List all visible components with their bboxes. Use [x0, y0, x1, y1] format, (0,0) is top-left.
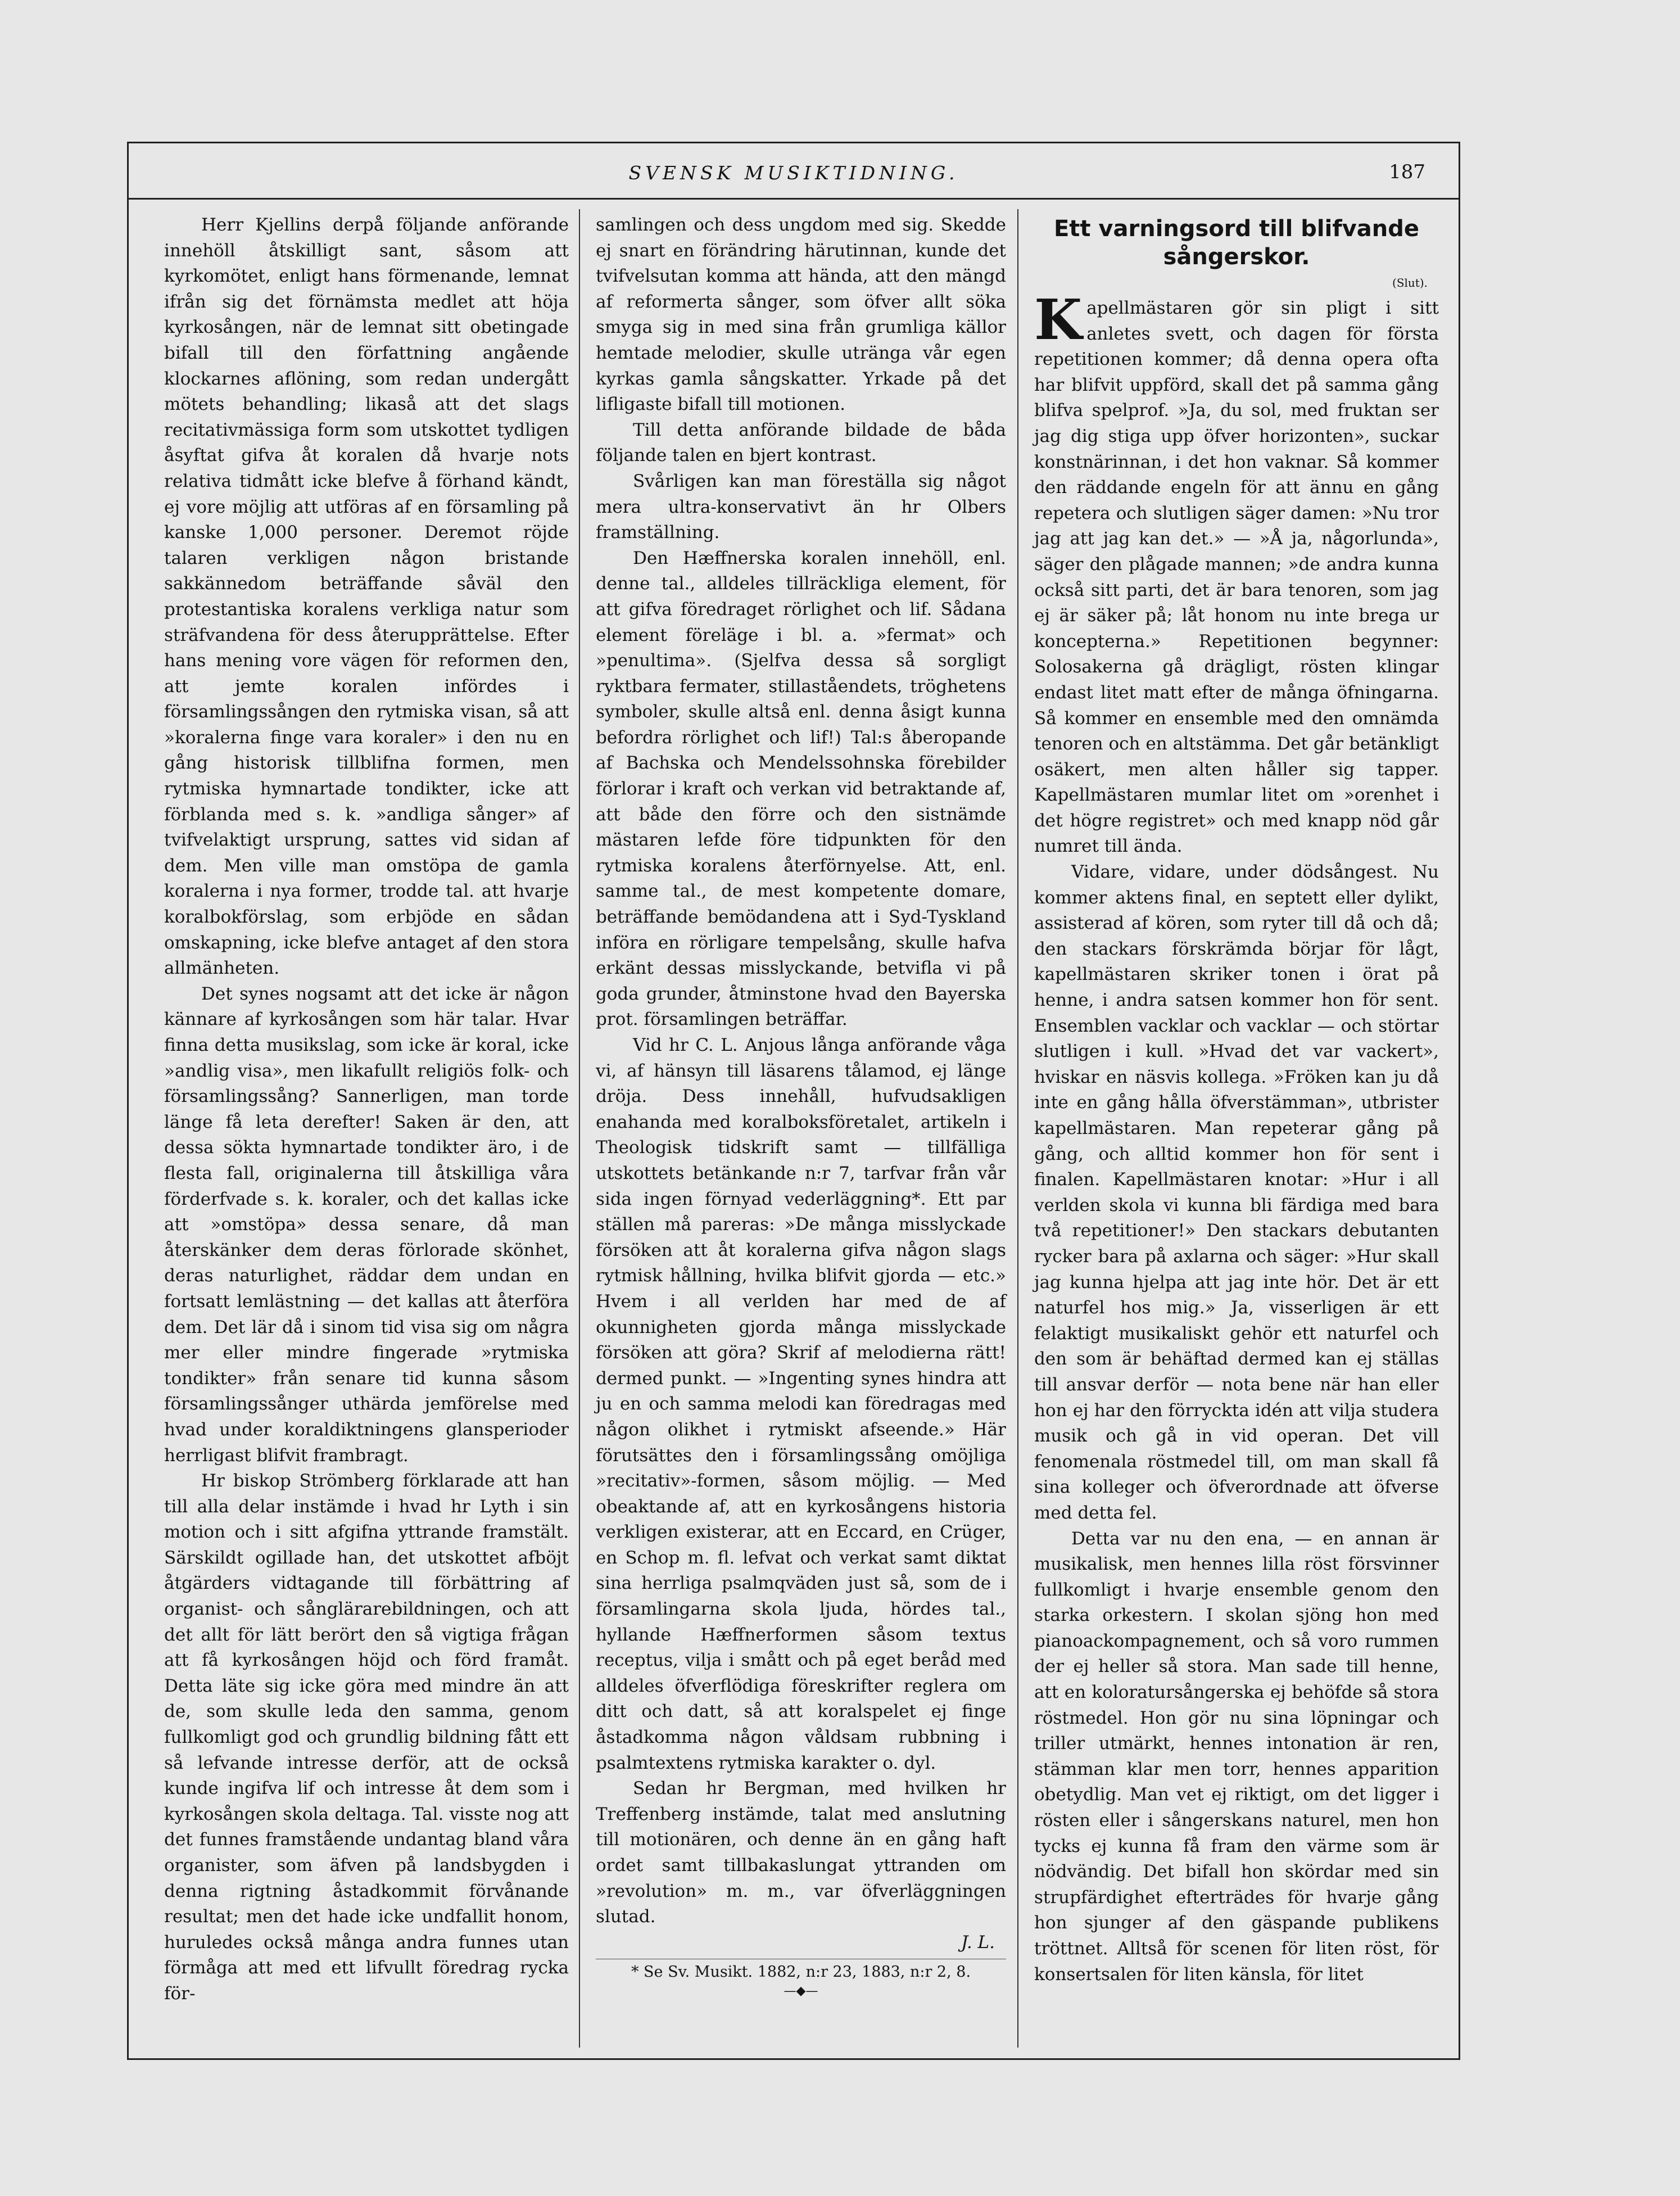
continuation-note: (Slut). — [1392, 276, 1428, 290]
paragraph: Den Hæffnerska koralen innehöll, enl. denne tal., alldeles tillräckliga element, för att gifva föredraget rörlighet och lif. Sådana element föreläge i bl. a. »fermat» och »penultima». (Sjelfva dessa så sorgligt ryktbara fermater, stillaståendets, tröghetens symboler, skulle altså enl. denna åsigt kunna befordra rörlighet och lif!) Tal:s åberopande af Bachska och Mendelssohnska förebilder förlorar i kraft och verkan vid betraktande af, att både den förre och den sistnämde mästaren lefde före tidpunkten för den rytmiska koralens återförnyelse. Att, enl. samme tal., de mest kompetente domare, beträffande bemödandena att i Syd-Tyskland införa en rörligare tempelsång, skulle hafva erkänt dessas misslyckande, betvifla vi på goda grunder, åtminstone hvad den Bayerska prot. församlingen beträffar. — [596, 548, 1006, 1030]
drop-cap: K — [1034, 288, 1083, 353]
header-rule — [127, 198, 1460, 200]
column-left — [164, 213, 569, 2045]
paragraph-with-dropcap — [1034, 288, 1439, 860]
paragraph-text: apellmästaren gör sin pligt i sitt anletes svett, och dagen för första repetitionen kommer; då denna opera ofta har blifvit uppförd, skall det på samma gång blifva spelprof. »Ja, du sol, med fruktan ser jag dig stiga upp öfver horizonten», suckar konstnärinnan, i det hon vaknar. Så kommer den räddande engeln för att ännu en gång repetera och slutligen säger damen: »Nu tror jag att jag kan det.» — »Å ja, någorlunda», säger den plågade mannen; »de andra kunna också sitt parti, det är bara tenoren, som jag ej är säker på; låt honom nu inte brega ur koncepterna.» Repetitionen begynner: Solosakerna gå drägligt, rösten klingar endast litet matt efter de många öfningarna. Så kommer en ensemble med den omnämda tenoren och en altstämma. Det går betänkligt osäkert, men alten håller sig tapper. Kapellmästaren mumlar litet om »orenhet i det högre registret» och med knapp nöd går numret till ända. — [1034, 298, 1439, 857]
paragraph: samlingen och dess ungdom med sig. Skedde ej snart en förändring härutinnan, kunde det tvifvelsutan komma att hända, att den mängd af reformerta sånger, som öfver allt söka smyga sig in med sina från grumliga källor hemtade melodier, skulle utränga vår egen kyrkas gamla sångskatter. Yrkade på det lifligaste bifall till motionen. — [596, 215, 1006, 415]
column-right — [1034, 213, 1439, 2045]
signature: J. L. — [961, 1932, 995, 1953]
paragraph: Hr biskop Strömberg förklarade att han till alla delar instämde i hvad hr Lyth i sin motion och i sitt afgifna yttrande framstält. Särskildt ogillade han, det utskottet afböjt åtgärders vidtagande till förbättring af organist- och sånglärarebildningen, och att det allt för lätt berört den så vigtiga frågan att få kyrkosången höjd och förd framåt. Detta läte sig icke göra med mindre än att de, som skulle leda den samma, genom fullkomligt god och grundlig bildning fått ett så lefvande intresse derför, att de också kunde ingifva lif och intresse åt dem som i kyrkosången skola deltaga. Tal. visste nog att det funnes framstående undantag bland våra organister, som äfven på landsbygden i denna rigtning åstadkommit förvånande resultat; men det hade icke undfallit honom, huruledes också många andra funnes utan förmåga att med ett lifvullt föredrag rycka för- — [164, 1471, 569, 2004]
column-rule — [1017, 209, 1018, 2048]
paragraph: Detta var nu den ena, — en annan är musikalisk, men hennes lilla röst försvinner fullkomligt i hvarje ensemble genom den starka orkestern. I skolan sjöng hon med pianoackompagnement, och så voro rummen der ej heller så stora. Man sade till henne, att en koloratursångerska ej behöfde så stora röstmedel. Hon gör nu sina löpningar och triller utmärkt, hennes intonation är ren, stämman klar men torr, hennes apparition obetydlig. Man vet ej riktigt, om det ligger i rösten eller i sångerskans naturel, men hon tycks ej kunna få fram den värme som är nödvändig. Det bifall hon skördar med sin strupfärdighet efterträdes för hvarje gång hon sjunger af den gäspande publikens tröttnet. Alltså för scenen för liten röst, för konsertsalen för liten känsla, för litet — [1034, 1528, 1439, 1985]
paragraph: Det synes nogsamt att det icke är någon kännare af kyrkosången som här talar. Hvar finna detta musikslag, som icke är koral, icke »andlig visa», men likafullt religiös folk- och församlingssång? Sannerligen, man torde länge få leta derefter! Saken är den, att dessa sökta hymnartade tondikter äro, i de flesta fall, originalerna till åtskilliga våra förderfvade s. k. koraler, och det kallas icke att »omstöpa» dessa senare, då man återskänker dem deras förlorade skönhet, deras naturlighet, räddar dem undan en fortsatt lemlästning — det kallas att återföra dem. Det lär då i sinom tid visa sig om några mer eller mindre fingerade »rytmiska tondikter» från senare tid kunna såsom församlingssånger uthärda jemförelse med hvad under koraldiktningens glansperioder herrligast blifvit frambragt. — [164, 983, 569, 1466]
paragraph: Sedan hr Bergman, med hvilken hr Treffenberg instämde, talat med anslutning till motionären, och denne än en gång haft ordet samt tillbakaslungat yttranden om »revolution» m. m., var öfverläggningen slutad. — [596, 1778, 1006, 1927]
paragraph: Till detta anförande bildade de båda följande talen en bjert kontrast. — [596, 419, 1006, 466]
end-ornament: —◆— — [784, 1984, 818, 1999]
paragraph: Svårligen kan man föreställa sig något mera ultra-konservativt än hr Olbers framställning. — [596, 471, 1006, 543]
page-number: 187 — [1389, 161, 1425, 183]
paragraph: Herr Kjellins derpå följande anförande innehöll åtskilligt sant, såsom att kyrkomötet, enligt hans förmenande, lemnat ifrån sig det förnämsta medlet att höja kyrkosången, när de lemnat sitt obetingade bifall till den författning angående klockarnes aflöning, som redan undergått mötets behandling; likaså att det slags recitativmässiga form som utskottet tydligen åsyftat gifva åt koralen då hvarje nots relativa tidmått icke blefve å förhand kändt, ej vore möjlig att utföras af en församling på kanske 1,000 personer. Deremot röjde talaren verkligen någon bristande sakkännedom beträffande såväl den protestantiska koralens verkliga natur som sträfvandena för dess återupprättelse. Efter hans mening vore vägen för reformen den, att jemte koralen infördes i församlingssången den rytmiska visan, så att »koralerna finge vara koraler» i den nu en gång historisk tillblifna formen, men rytmiska hymnartade tondikter, icke att förblanda med s. k. »andliga sånger» af tvifvelaktigt ursprung, sattes vid sidan af dem. Men ville man omstöpa de gamla koralerna i nya former, trodde tal. att hvarje koralbokförslag, som erbjöde en sådan omskapning, icke blefve antaget af den stora allmänheten. — [164, 215, 569, 979]
page-header — [127, 156, 1460, 196]
paragraph: Vidare, vidare, under dödsångest. Nu kommer aktens final, en septett eller dylikt, assisterad af kören, som ryter till då och då; den stackars förskrämda börjar för lågt, kapellmästaren skriker tonen i örat på henne, i andra satsen kommer hon för sent. Ensemblen vacklar och vacklar — och störtar slutligen i kull. »Hvad det var vackert», hviskar en näsvis kollega. »Fröken kan ju då inte en gång hålla öfverstämman», utbrister kapellmästaren. Man repeterar gång på gång, och alltid kommer hon för sent i finalen. Kapellmästaren knotar: »Hur i all verlden skola vi kunna bli färdiga med bara två repetitioner!» Den stackars debutanten rycker bara på axlarna och säger: »Hur skall jag kunna hjelpa att jag inte hör. Det är ett naturfel hos mig.» Ja, visserligen är ett felaktigt musikaliskt gehör ett naturfel och den som är behäftad dermed kan ej ställas till ansvar derför — nota bene när han eller hon ej har den förryckta idén att vilja studera musik och gå in vid operan. Det vill fenomenala röstmedel till, om man skall få sina kolleger och öfverordnade att öfverse med detta fel. — [1034, 862, 1439, 1523]
footnote: * Se Sv. Musikt. 1882, n:r 23, 1883, n:r 2, 8. — [596, 1959, 1006, 1983]
column-middle — [596, 213, 1006, 2045]
running-title: SVENSK MUSIKTIDNING. — [628, 162, 959, 184]
article-title: Ett varningsord till blifvande sångerskor. — [1053, 216, 1420, 270]
column-rule — [579, 209, 580, 2048]
paragraph: Vid hr C. L. Anjous långa anförande våga vi, af hänsyn till läsarens tålamod, ej länge dröja. Dess innehåll, hufvudsakligen enahanda med koralboksföretalet, artikeln i Theologisk tidskrift samt — tillfälliga utskottets betänkande n:r 7, tarfvar från vår sida ingen förnyad vederläggning*. Ett par ställen må pareras: »De många misslyckade försöken att åt koralerna gifva någon slags rytmisk hållning, hvilka blifvit gjorda — etc.» Hvem i all verlden har med de af okunnigheten gjorda många misslyckade försöken att göra? Skrif af melodierna rätt! dermed punkt. — »Ingenting synes hindra att ju en och samma melodi kan föredragas med någon olikhet i rytmiskt afseende.» Här förutsättes den i församlingssång omöjliga »recitativ»-formen, såsom möjlig. — Med obeaktande af, att en kyrkosångens historia verkligen existerar, att en Eccard, en Crüger, en Schop m. fl. lefvat och verkat samt diktat sina herrliga psalmqväden just så, som de i församlingarna skola ljuda, hördes tal., hyllande Hæffnerformen såsom textus receptus, vilja i smått och på eget beråd med alldeles öfverflödiga föreskrifter reglera om ditt och datt, så att koralspelet ej finge åstadkomma någon våldsam rubbning i psalmtextens rytmiska karakter o. dyl. — [596, 1035, 1006, 1773]
